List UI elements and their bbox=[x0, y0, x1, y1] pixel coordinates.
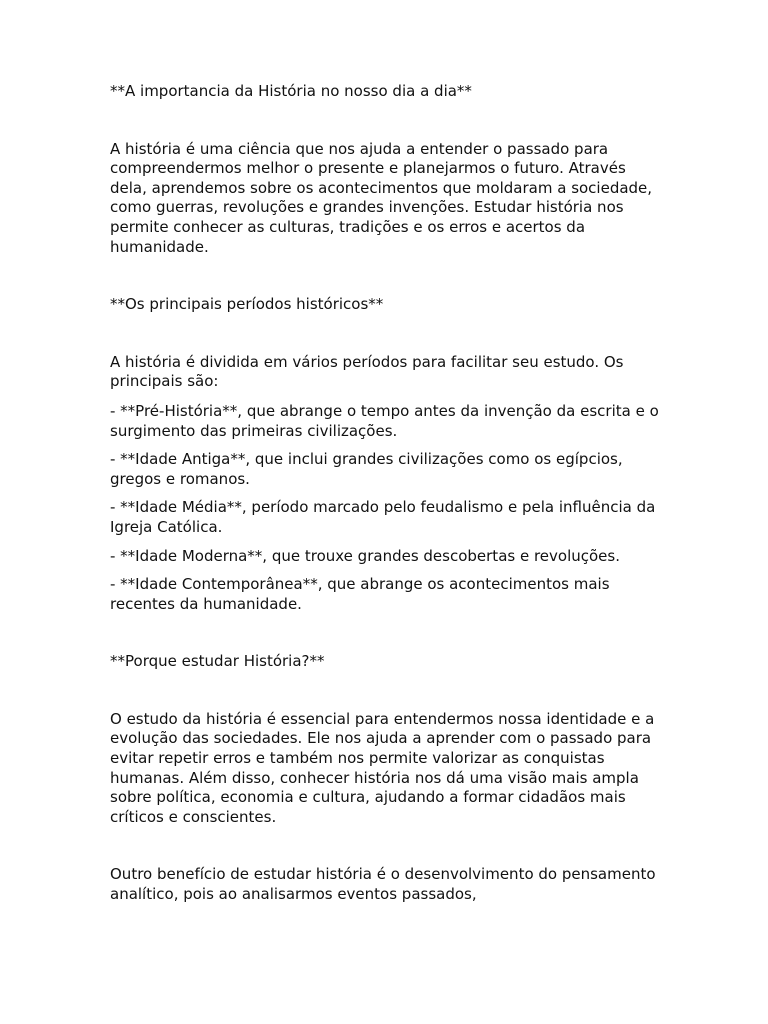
document-body bbox=[110, 82, 662, 943]
list-item-idade-moderna: - **Idade Moderna**, que trouxe grandes descobertas e revoluções. bbox=[110, 546, 620, 565]
list-item-idade-antiga: - **Idade Antiga**, que inclui grandes civilizações como os egípcios, gregos e romanos. bbox=[110, 450, 623, 488]
paragraph-why-study: O estudo da história é essencial para entendermos nossa identidade e a evolução das sociedades. Ele nos ajuda a aprender com o passado para evitar repetir erros e também nos permite valorizar as conquistas humanas. Além disso, conhecer história nos dá uma visão mais ampla sobre política, economia e cultura, ajudando a formar cidadãos mais críticos e conscientes. bbox=[110, 709, 655, 826]
paragraph-intro: A história é uma ciência que nos ajuda a entender o passado para compreendermos melhor o presente e planejarmos o futuro. Através dela, aprendemos sobre os acontecimentos que moldaram a sociedade, como guerras, revoluções e grandes invenções. Estudar história nos permite conhecer as culturas, tradições e os erros e acertos da humanidade. bbox=[110, 139, 653, 256]
list-item-pre-historia: - **Pré-História**, que abrange o tempo antes da invenção da escrita e o surgimento das primeiras civilizações. bbox=[110, 401, 659, 440]
heading-importance: **A importancia da História no nosso dia a dia** bbox=[110, 82, 472, 100]
list-item-idade-contemporanea: - **Idade Contemporânea**, que abrange os acontecimentos mais recentes da humanidade. bbox=[110, 575, 610, 613]
heading-periods: **Os principais períodos históricos** bbox=[110, 295, 384, 314]
heading-why-study: **Porque estudar História?** bbox=[110, 652, 325, 671]
paragraph-periods-intro: A história é dividida em vários períodos para facilitar seu estudo. Os principais são: bbox=[110, 352, 624, 391]
paragraph-analytical-thinking: Outro benefício de estudar história é o desenvolvimento do pensamento analítico, pois ao analisarmos eventos passados, bbox=[110, 865, 656, 904]
list-item-idade-media: - **Idade Média**, período marcado pelo feudalismo e pela influência da Igreja Católica. bbox=[110, 498, 656, 536]
